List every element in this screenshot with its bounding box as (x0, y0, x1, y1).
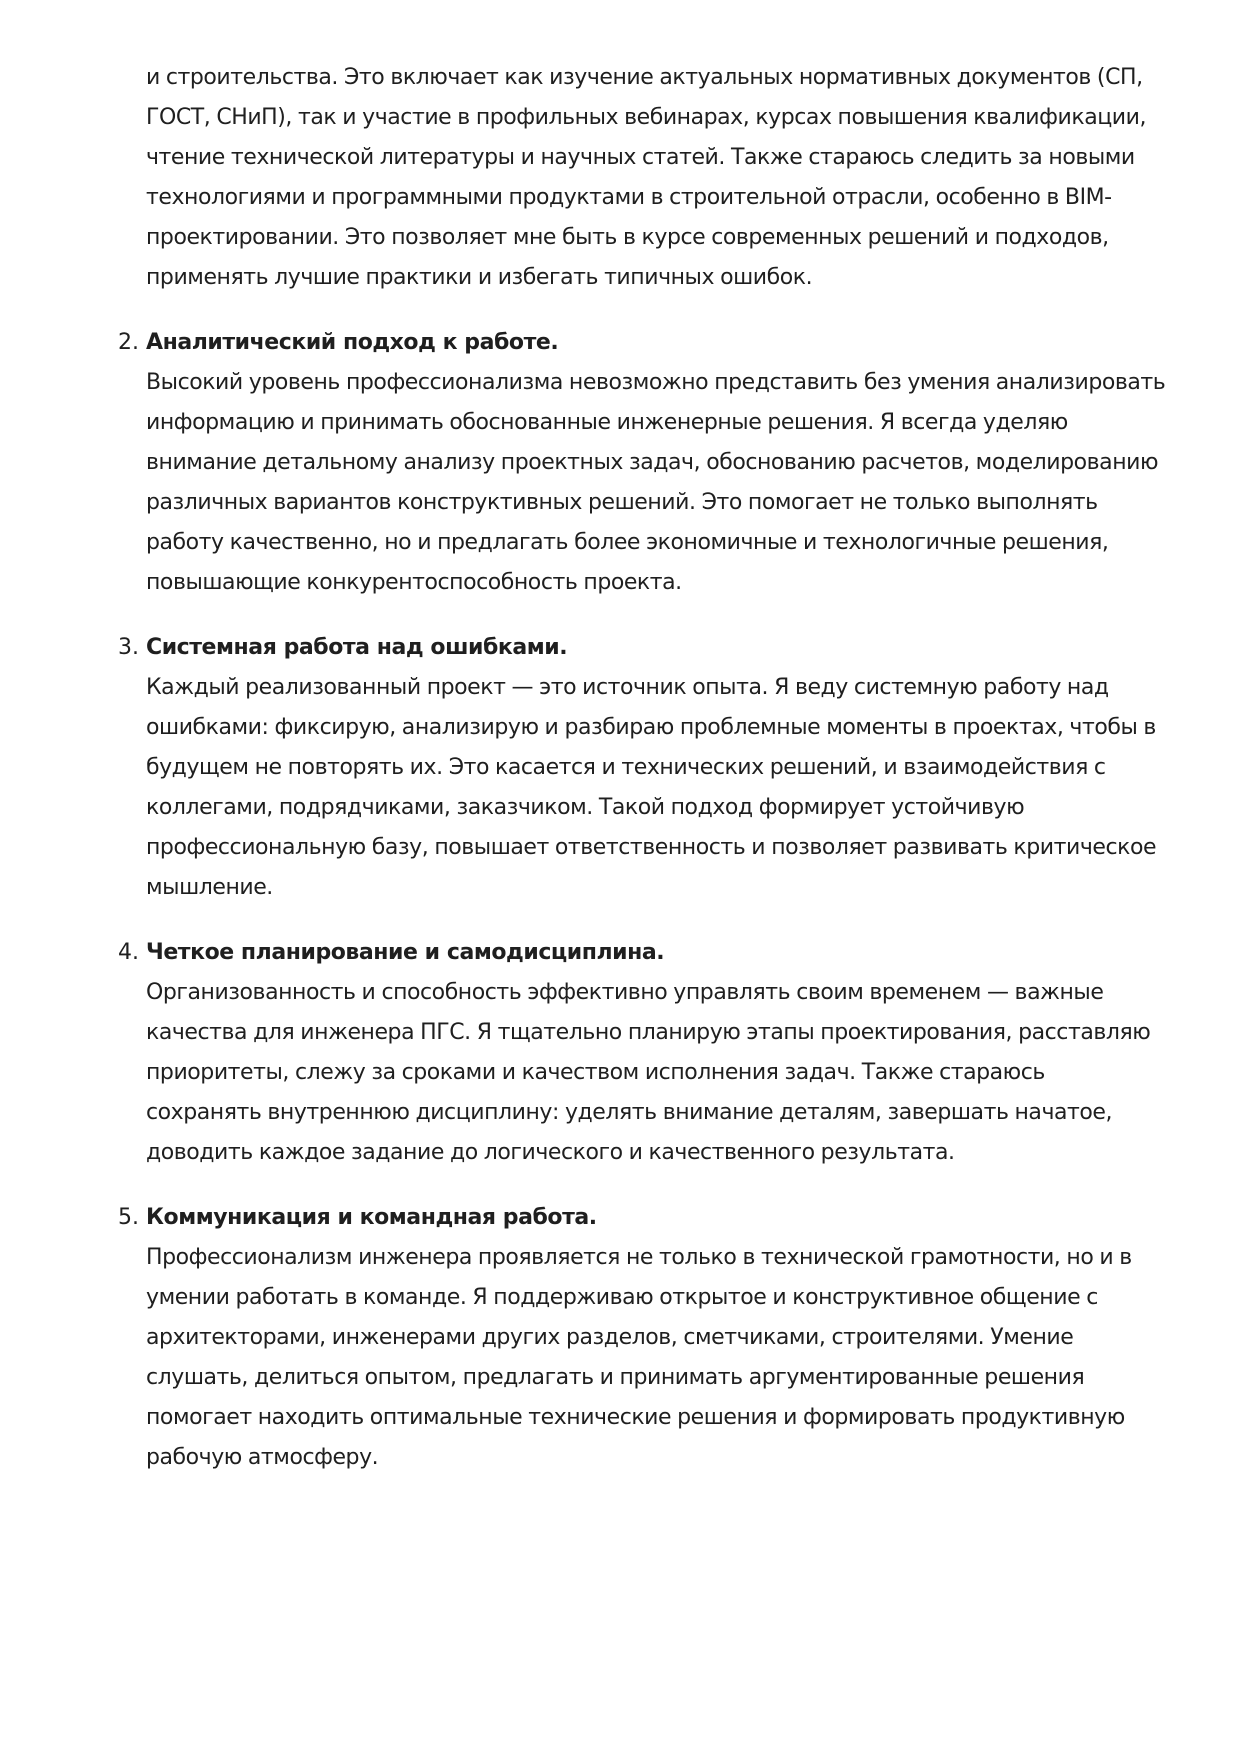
list-item-title: Коммуникация и командная работа. (146, 1205, 597, 1230)
list-item-number: 5. (118, 1205, 139, 1230)
list-item-5 (118, 1198, 1166, 1478)
list-item-number: 4. (118, 940, 139, 965)
list-item-body: Каждый реализованный проект — это источник опыта. Я веду системную работу над ошибками: фиксирую, анализирую и разбираю проблемные моменты в проектах, чтобы в будущем не повторять их. Это касается и технических решений, и взаимодействия с коллегами, подрядчиками, заказчиком. Такой подход формирует устойчивую профессиональную базу, повышает ответственность и позволяет развивать критическое мышление. (146, 675, 1157, 900)
list-item-number: 3. (118, 635, 139, 660)
list-item-title: Четкое планирование и самодисциплина. (146, 940, 665, 965)
list-item-body: Организованность и способность эффективно управлять своим временем — важные качества для инженера ПГС. Я тщательно планирую этапы проектирования, расставляю приоритеты, слежу за сроками и качеством исполнения задач. Также стараюсь сохранять внутреннюю дисциплину: уделять внимание деталям, завершать начатое, доводить каждое задание до логического и качественного результата. (146, 980, 1151, 1165)
list-item-3 (118, 628, 1166, 908)
list-item-4 (118, 933, 1166, 1173)
continuation-paragraph: и строительства. Это включает как изучение актуальных нормативных документов (СП, ГОСТ, СНиП), так и участие в профильных вебинарах, курсах повышения квалификации, чтение технической литературы и научных статей. Также стараюсь следить за новыми технологиями и программными продуктами в строительной отрасли, особенно в BIM-проектировании. Это позволяет мне быть в курсе современных решений и подходов, применять лучшие практики и избегать типичных ошибок. (146, 65, 1146, 290)
list-item-body: Высокий уровень профессионализма невозможно представить без умения анализировать информацию и принимать обоснованные инженерные решения. Я всегда уделяю внимание детальному анализу проектных задач, обоснованию расчетов, моделированию различных вариантов конструктивных решений. Это помогает не только выполнять работу качественно, но и предлагать более экономичные и технологичные решения, повышающие конкурентоспособность проекта. (146, 370, 1166, 595)
list-item-number: 2. (118, 330, 139, 355)
list-item-title: Системная работа над ошибками. (146, 635, 568, 660)
list-item-title: Аналитический подход к работе. (146, 330, 559, 355)
list-item-2 (118, 323, 1166, 603)
document-content (118, 58, 1166, 1478)
list-item-body: Профессионализм инженера проявляется не только в технической грамотности, но и в умении работать в команде. Я поддерживаю открытое и конструктивное общение с архитекторами, инженерами других разделов, сметчиками, строителями. Умение слушать, делиться опытом, предлагать и принимать аргументированные решения помогает находить оптимальные технические решения и формировать продуктивную рабочую атмосферу. (146, 1245, 1132, 1470)
